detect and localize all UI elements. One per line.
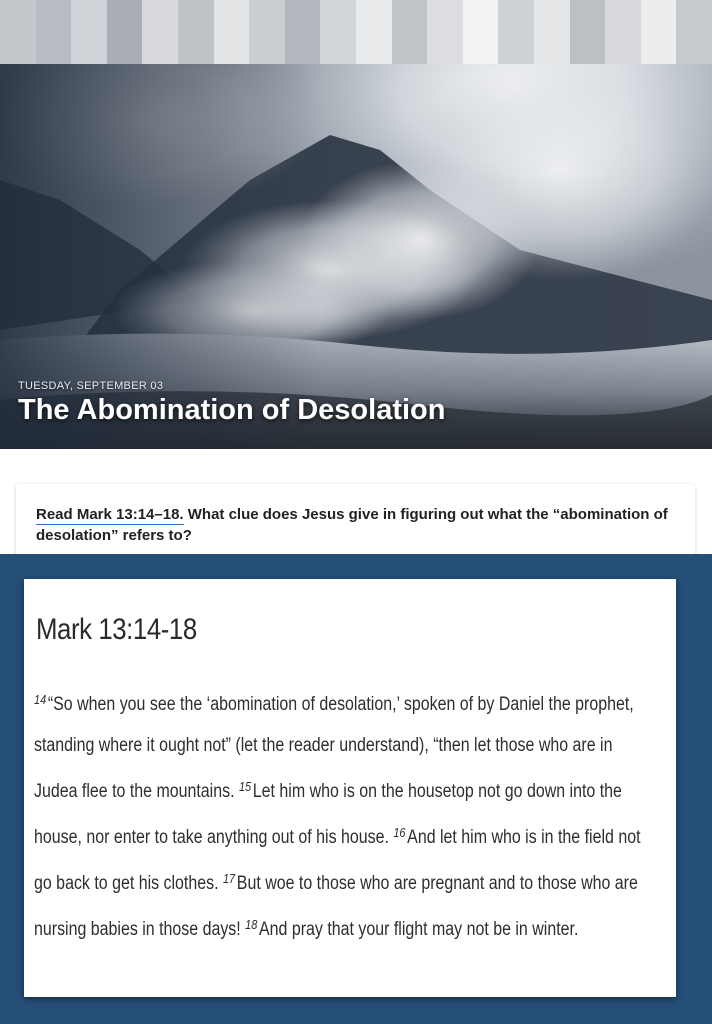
verse-number: 15 [238, 779, 252, 794]
verse-text: But woe to those who are pregnant and to those who are nursing babies in those days! [34, 873, 638, 940]
question-text [36, 504, 681, 546]
verse-text: And pray that your flight may not be in winter. [259, 919, 579, 940]
scripture-reference-link[interactable]: Read Mark 13:14–18. [36, 506, 184, 523]
lesson-title: The Abomination of Desolation [18, 394, 446, 426]
scripture-passage [34, 679, 656, 950]
verse-text: And let him who is in the field not go back to get his clothes. [34, 827, 641, 894]
verse-number: 14 [34, 692, 47, 707]
verse-text: “So when you see the ‘abomination of desolation,’ spoken of by Daniel the prophet, standing where it ought not” (let the reader understand), “then let those who are in Judea flee to the mountains. [34, 694, 634, 802]
hero-banner [0, 0, 712, 449]
hero-heading [18, 380, 445, 427]
question-card [16, 484, 695, 564]
scripture-reference: Mark 13:14-18 [36, 613, 197, 646]
question-body: What clue does Jesus give in figuring out what the “abomination of desolation” refers to? [36, 506, 668, 544]
verse-number: 16 [393, 825, 406, 840]
lesson-date: TUESDAY, SEPTEMBER 03 [18, 380, 164, 392]
verse-number: 18 [245, 917, 258, 932]
verse-number: 17 [222, 871, 236, 886]
scripture-card [24, 579, 676, 997]
verse-text: Let him who is on the housetop not go down into the house, nor enter to take anything out of his house. [34, 781, 622, 848]
scripture-panel [0, 554, 712, 1024]
pixelated-strip [0, 0, 712, 64]
